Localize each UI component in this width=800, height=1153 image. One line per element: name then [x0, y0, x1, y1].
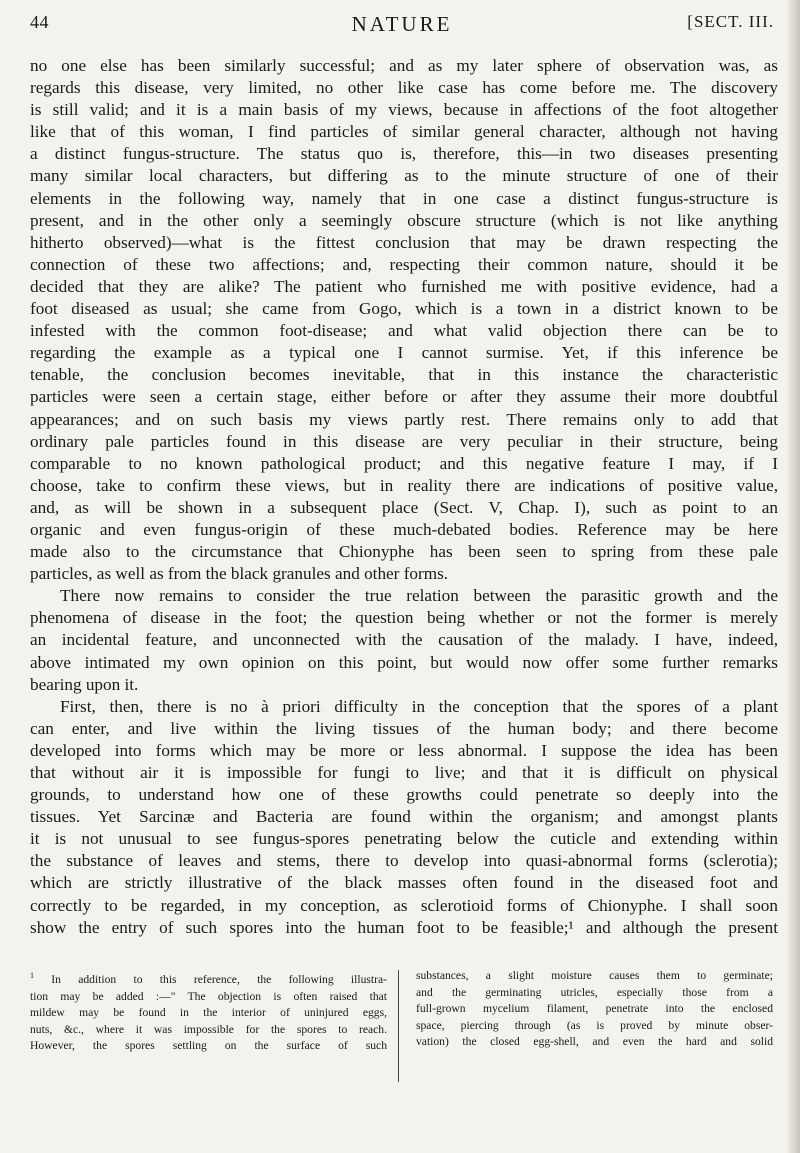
- footnote-line: vation) the closed egg-shell, and even the hard and solid: [416, 1035, 773, 1049]
- text-line: can enter, and live within the living tissues of the human body; and there become: [30, 718, 778, 738]
- footnote-line: full-grown mycelium filament, penetrate into the enclosed: [416, 1002, 773, 1016]
- text-line: First, then, there is no à priori difficulty in the conception that the spores of a plant: [60, 696, 778, 716]
- text-line: above intimated my own opinion on this point, but would now offer some further remarks: [30, 652, 778, 672]
- text-line: is still valid; and it is a main basis of my views, because in affections of the foot altogether: [30, 100, 778, 120]
- text-line: many similar local characters, but differing as to the minute structure of one of their: [30, 166, 778, 186]
- running-title: NATURE: [351, 12, 453, 36]
- text-line: There now remains to consider the true relation between the parasitic growth and the: [60, 586, 778, 606]
- text-line: the substance of leaves and stems, there to develop into quasi-abnormal forms (sclerotia);: [30, 851, 778, 871]
- text-line: elements in the following way, namely that in one case a distinct fungus-structure is: [30, 188, 778, 208]
- paragraph-1: [30, 55, 778, 585]
- footnote-line: and the germinating utricles, especially those from a: [416, 985, 773, 999]
- text-line: connection of these two affections; and, respecting their common nature, should it be: [30, 254, 778, 274]
- footnotes: [30, 968, 778, 1088]
- body-text: [30, 55, 778, 939]
- text-line: grounds, to understand how one of these growths could penetrate so deeply into the: [30, 785, 778, 805]
- text-line: a distinct fungus-structure. The status quo is, therefore, this—in two diseases presenting: [30, 144, 778, 164]
- column-divider: [398, 970, 399, 1082]
- text-line: that without air it is impossible for fungi to live; and that it is difficult on physical: [30, 763, 778, 782]
- text-line: bearing upon it.: [30, 674, 139, 694]
- text-line: appearances; and on such basis my views partly rest. There remains only to add that: [30, 409, 778, 429]
- text-line: regards this disease, very limited, no other like case has come before me. The discovery: [30, 78, 778, 98]
- footnote-line: nuts, &c., where it was impossible for the spores to reach.: [30, 1022, 387, 1036]
- text-line: no one else has been similarly successful; and as my later sphere of observation was, as: [30, 56, 778, 75]
- text-line: infested with the common foot-disease; and what valid objection there can be to: [30, 321, 778, 341]
- text-line: comparable to no known pathological product; and this negative feature I may, if I: [30, 453, 778, 473]
- running-head: [30, 12, 774, 42]
- text-line: which are strictly illustrative of the black masses often found in the diseased foot and: [30, 873, 778, 893]
- footnote-line: However, the spores settling on the surface of such: [30, 1039, 387, 1053]
- footnote-line: space, piercing through (as is proved by minute obser-: [416, 1018, 773, 1032]
- footnote-line: [30, 968, 387, 989]
- footnote-marker: 1: [30, 971, 34, 980]
- text-line: organic and even fungus-origin of these much-debated bodies. Reference may be here: [30, 519, 778, 539]
- text-line: choose, take to confirm these views, but in reality there are indications of positive value,: [30, 475, 778, 495]
- footnote-line: tion may be added :—" The objection is often raised that: [30, 989, 387, 1003]
- page-number: 44: [30, 12, 49, 32]
- footnote-right-column: [416, 968, 773, 1051]
- footnote-line: mildew may be found in the interior of uninjured eggs,: [30, 1006, 387, 1020]
- text-line: foot diseased as usual; she came from Gogo, which is a town in a district known to be: [30, 299, 778, 319]
- footnote-left-column: [30, 968, 387, 1055]
- text-line: decided that they are alike? The patient who furnished me with positive evidence, had a: [30, 276, 778, 296]
- text-line: show the entry of such spores into the human foot to be feasible;¹ and although the present: [30, 917, 778, 937]
- text-line: regarding the example as a typical one I cannot surmise. Yet, if this inference be: [30, 343, 778, 363]
- text-line: particles were seen a certain stage, either before or after they assume their more doubtful: [30, 387, 778, 407]
- text-line: it is not unusual to see fungus-spores penetrating below the cuticle and extending within: [30, 829, 778, 849]
- text-line: tissues. Yet Sarcinæ and Bacteria are found within the organism; and amongst plants: [30, 807, 778, 827]
- text-line: hitherto observed)—what is the fittest conclusion that may be drawn respecting the: [30, 232, 778, 252]
- text-line: correctly to be regarded, in my conception, as sclerotioid forms of Chionyphe. I shall soon: [30, 895, 778, 915]
- text-line: like that of this woman, I find particles of similar general character, although not having: [30, 122, 778, 142]
- paragraph-2: [30, 585, 778, 695]
- page-edge-shadow: [786, 0, 800, 1153]
- text-line: phenomena of disease in the foot; the question being whether or not the former is merely: [30, 608, 778, 628]
- text-line: and, as will be shown in a subsequent place (Sect. V, Chap. I), such as point to an: [30, 497, 778, 517]
- text-line: developed into forms which may be more or less abnormal. I suppose the idea has been: [30, 740, 778, 760]
- text-line: made also to the circumstance that Chionyphe has been seen to spring from these pale: [30, 542, 778, 562]
- text-line: particles, as well as from the black granules and other forms.: [30, 564, 449, 584]
- footnote-line: substances, a slight moisture causes them to germinate;: [416, 969, 773, 982]
- footnote-text: In addition to this reference, the following illustra-: [51, 973, 387, 986]
- paragraph-3: [30, 696, 778, 939]
- text-line: tenable, the conclusion becomes inevitable, that in this instance the characteristic: [30, 365, 778, 385]
- text-line: an incidental feature, and unconnected with the causation of the malady. I have, indeed,: [30, 630, 778, 650]
- text-line: present, and in the other only a seemingly obscure structure (which is not like anything: [30, 210, 778, 230]
- text-line: ordinary pale particles found in this disease are very peculiar in their structure, being: [30, 431, 778, 451]
- section-label: [SECT. III.: [687, 12, 774, 31]
